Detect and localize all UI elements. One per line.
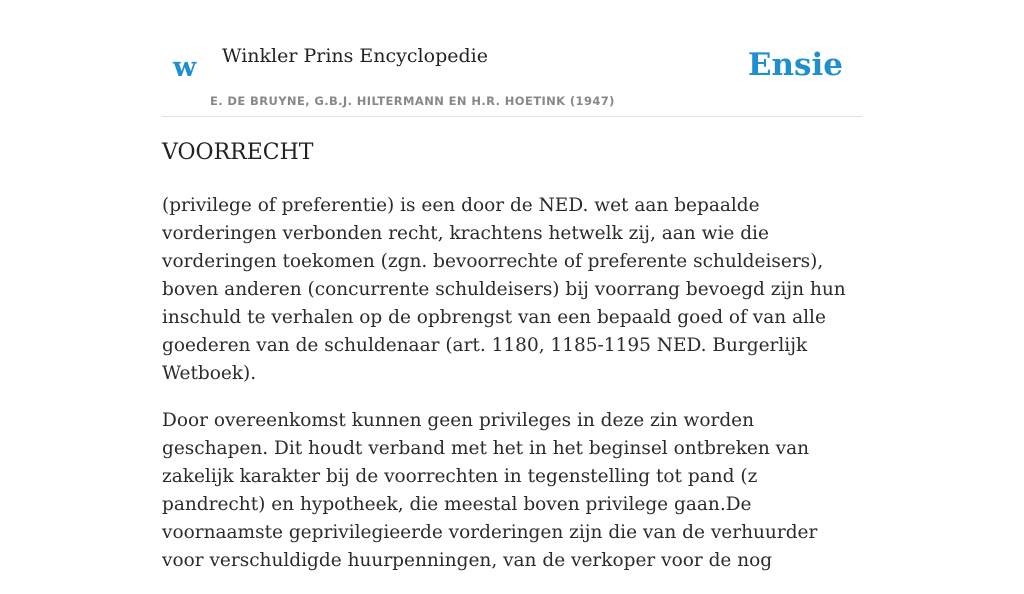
- article-paragraph: (privilege of preferentie) is een door de NED. wet aan bepaalde vorderingen verbonden recht, krachtens hetwelk zij, aan wie die vorderingen toekomen (zgn. bevoorrechte of preferente schuldeisers), boven anderen (concurrente schuldeisers) bij voorrang bevoegd zijn hun inschuld te verhalen op de opbrengst van een bepaald goed of van alle goederen van de schuldenaar (art. 1180, 1185-1195 NED. Burgerlijk Wetboek).: [162, 195, 846, 384]
- article-body: [162, 192, 862, 594]
- publication-title[interactable]: Winkler Prins Encyclopedie: [222, 45, 488, 67]
- ensie-brand-link[interactable]: Ensie: [747, 47, 843, 83]
- article-paragraph: Door overeenkomst kunnen geen privileges in deze zin worden geschapen. Dit houdt verband met het in het beginsel ontbreken van zakelijk karakter bij de voorrechten in tegenstelling tot pand (z pandrecht) en hypotheek, die meestal boven privilege gaan.De voornaamste geprivilegieerde vorderingen zijn die van de verhuurder voor verschuldigde huurpenningen, van de verkoper voor de nog: [162, 410, 818, 571]
- publication-logo-icon[interactable]: w: [173, 52, 197, 83]
- publication-authors: E. DE BRUYNE, G.B.J. HILTERMANN EN H.R. HOETINK (1947): [210, 94, 615, 108]
- article-title: VOORRECHT: [162, 140, 314, 165]
- header: [162, 0, 862, 117]
